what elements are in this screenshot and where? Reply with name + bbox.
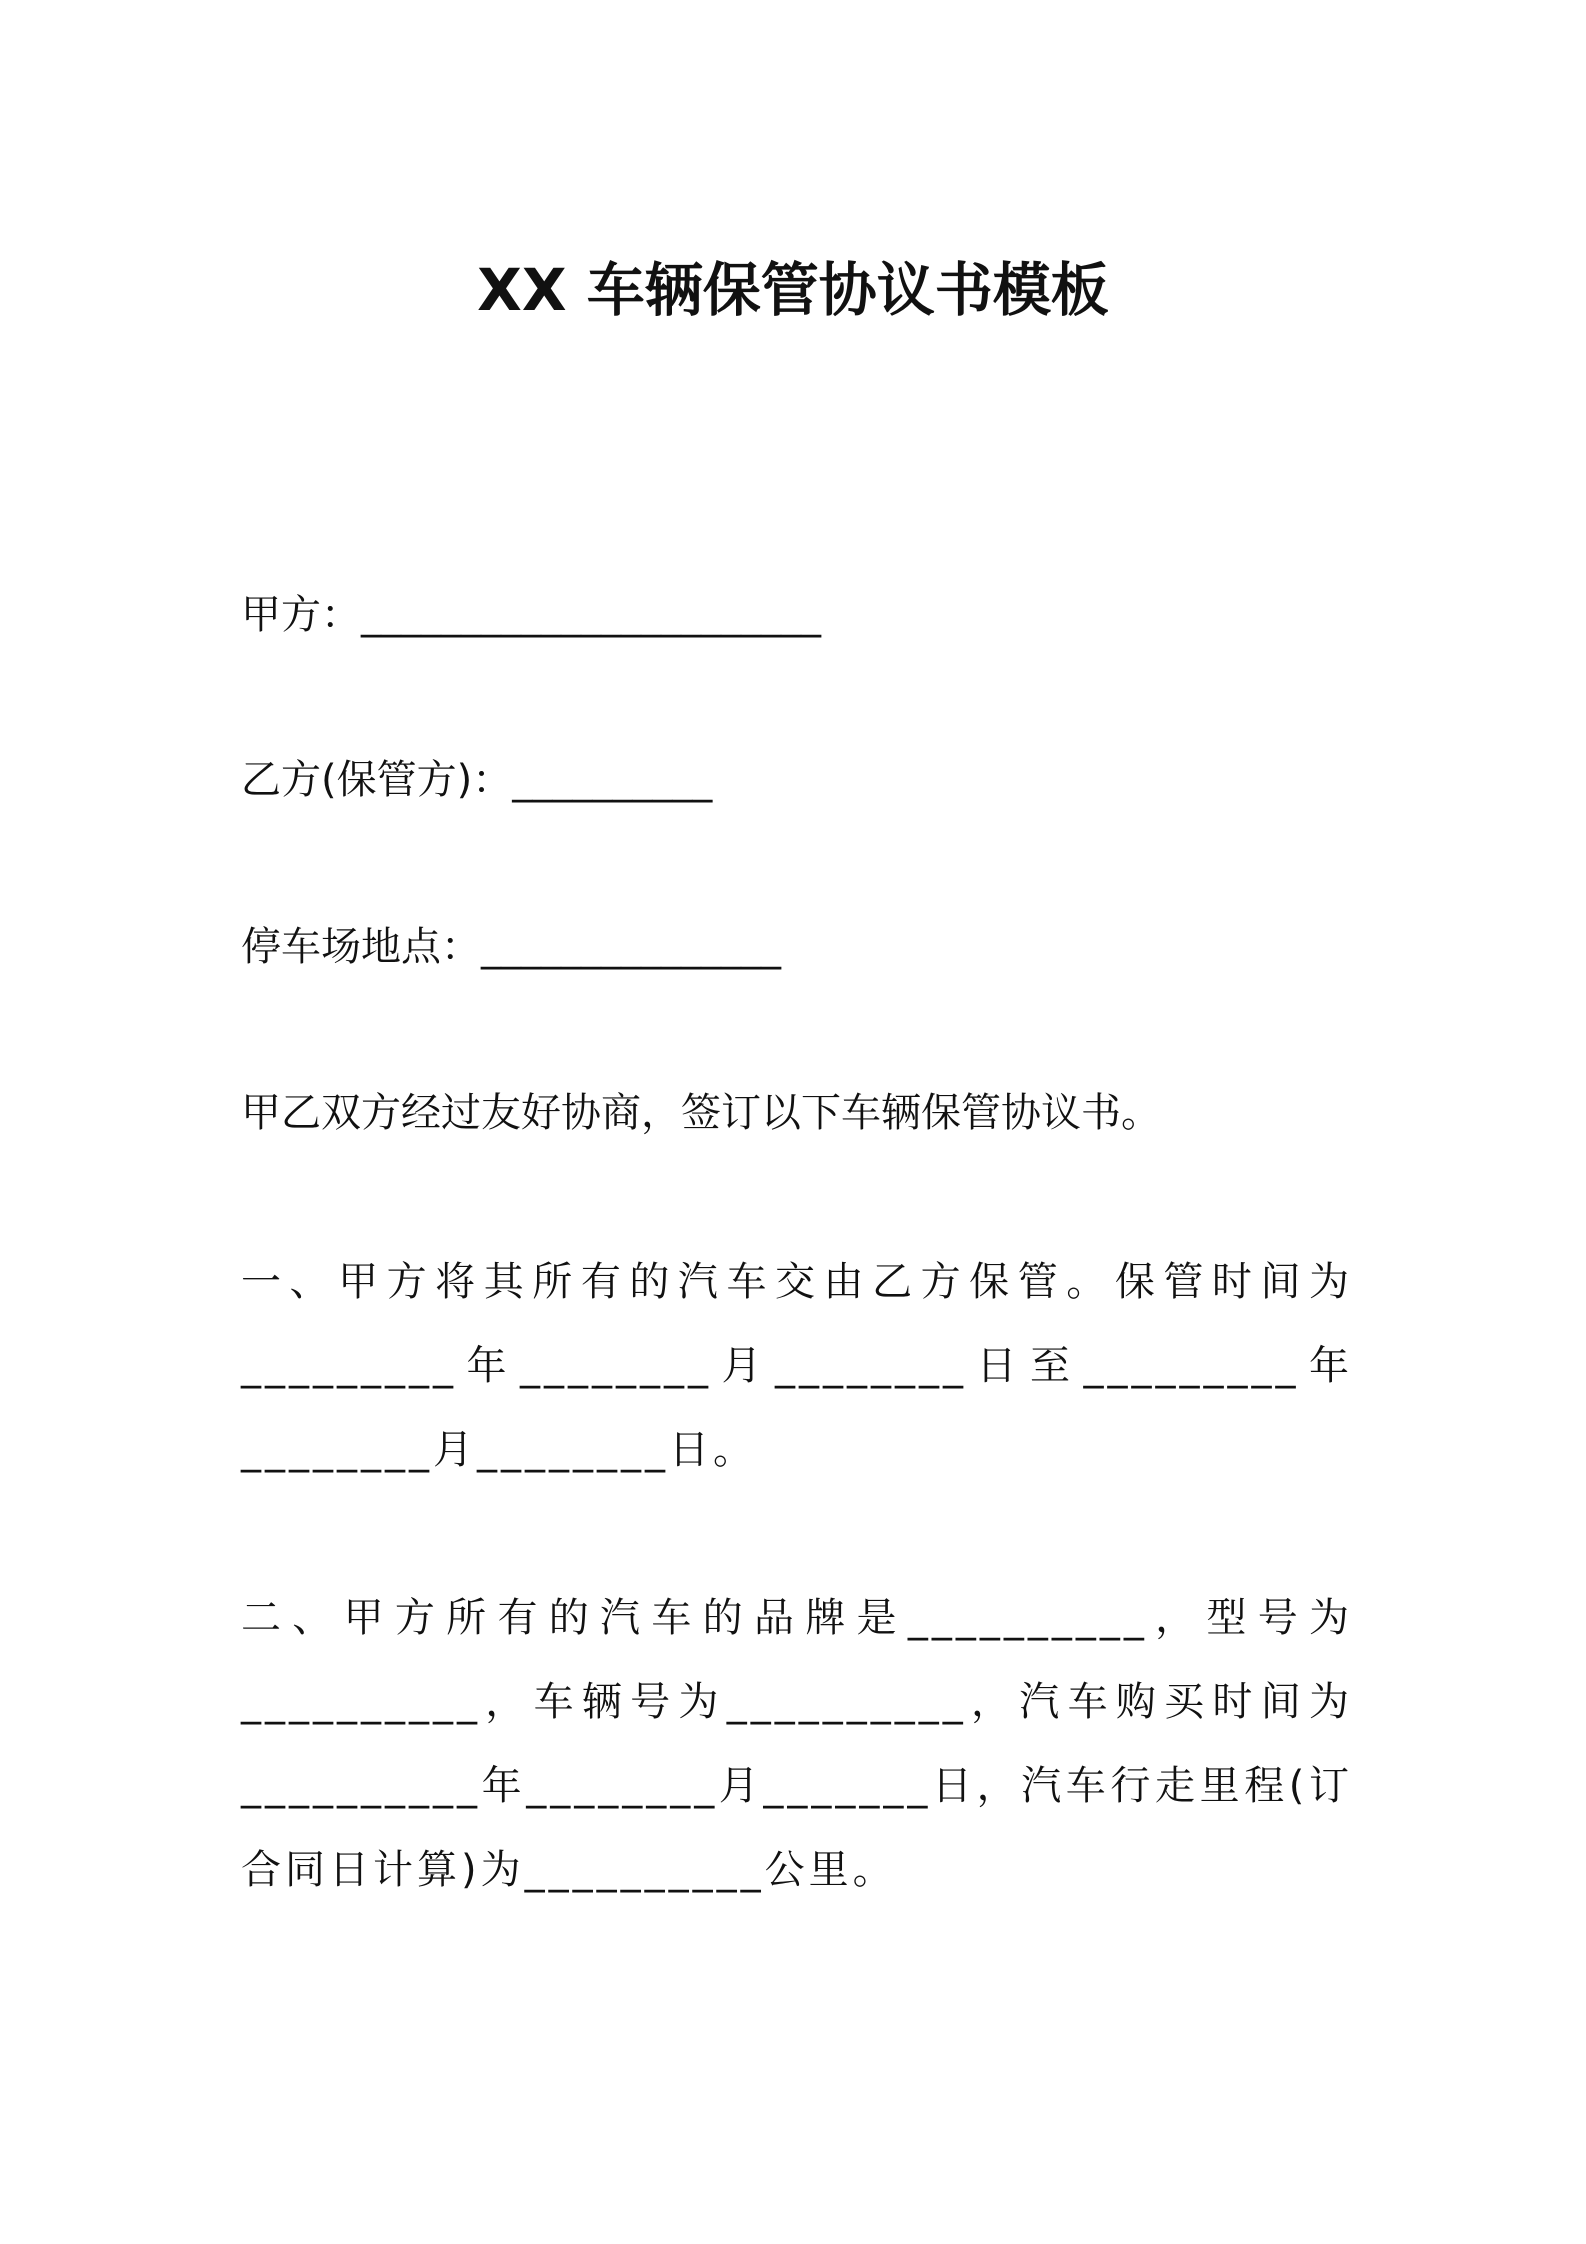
document-title: XX 车辆保管协议书模板 xyxy=(477,256,1109,324)
party-b-line: 乙方(保管方)：__________ xyxy=(241,757,713,803)
parking-location-line: 停车场地点：_______________ xyxy=(241,924,781,970)
clause-2-paragraph: 二、甲方所有的汽车的品牌是__________，型号为__________，车辆号为__________，汽车购买时间为__________年________月_______日，汽车行走里程(订合同日计算)为__________公里。 xyxy=(241,1595,1353,1893)
clause-1-paragraph: 一、甲方将其所有的汽车交由乙方保管。保管时间为_________年________月________日至_________年________月________日。 xyxy=(241,1259,1353,1473)
intro-paragraph: 甲乙双方经过友好协商，签订以下车辆保管协议书。 xyxy=(241,1090,1161,1136)
party-a-line: 甲方：_______________________ xyxy=(241,592,821,638)
